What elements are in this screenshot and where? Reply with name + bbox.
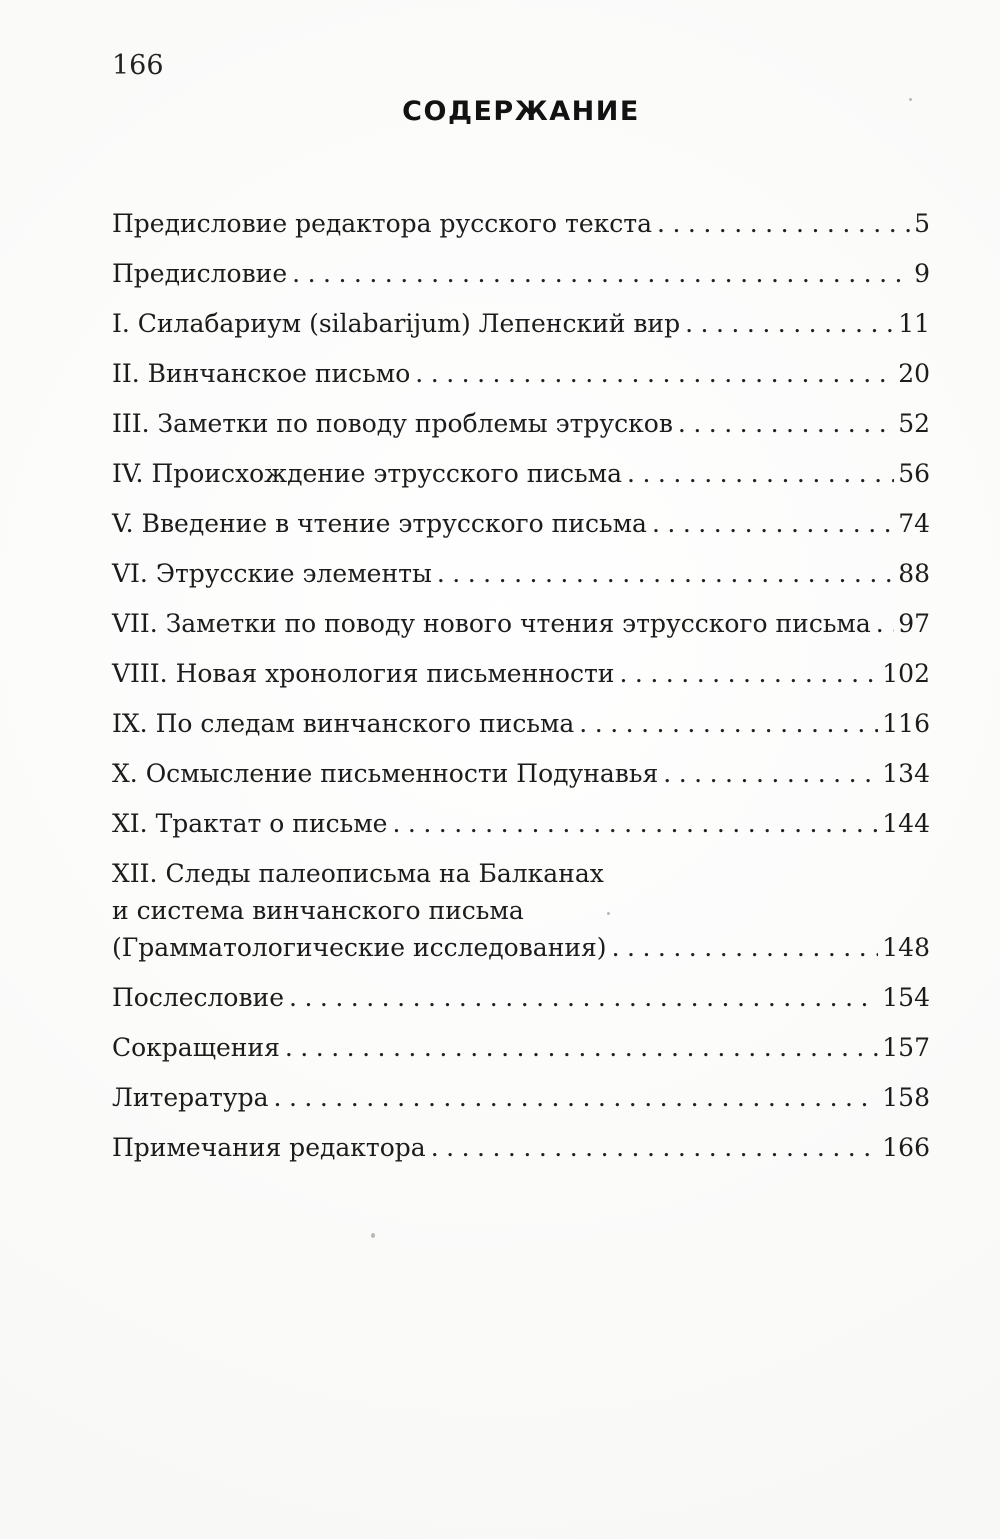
toc-dot-leader (663, 755, 878, 792)
toc-entry-label: VII. Заметки по поводу нового чтения этрусского письма (112, 609, 871, 638)
toc-dot-leader (274, 1079, 879, 1116)
toc-entry-row (112, 205, 930, 242)
toc-entry (112, 555, 930, 592)
toc-page-ref: 166 (882, 1133, 930, 1162)
toc-page-ref: 158 (882, 1083, 930, 1112)
scan-speck (607, 912, 610, 915)
toc-entry (112, 1129, 930, 1166)
toc-entry-row (112, 555, 930, 592)
toc-entry-row (112, 1079, 930, 1116)
toc-dot-leader (685, 305, 894, 342)
toc-entry (112, 605, 930, 642)
toc-page-ref: 102 (882, 659, 930, 688)
contents-title: СОДЕРЖАНИЕ (402, 96, 640, 127)
toc-page-ref: 56 (898, 459, 930, 488)
toc-dot-leader (876, 605, 894, 642)
toc-entry-label: Предисловие (112, 259, 288, 288)
toc-entry (112, 355, 930, 392)
toc-page-ref: 157 (882, 1033, 930, 1062)
toc-dot-leader (652, 505, 894, 542)
toc-page-ref: 88 (898, 559, 930, 588)
toc-entry (112, 805, 930, 842)
toc-entry-label: Литература (112, 1083, 269, 1112)
toc-page-ref: 144 (882, 809, 930, 838)
toc-entry-row (112, 805, 930, 842)
toc-page-ref: 148 (882, 933, 930, 962)
toc-entry-wrap-line: и система винчанского письма (112, 896, 524, 925)
toc-entry-label: VI. Этрусские элементы (112, 559, 432, 588)
toc-entry-label: X. Осмысление письменности Подунавья (112, 759, 659, 788)
toc-page-ref: 134 (882, 759, 930, 788)
toc-entry-label: II. Винчанское письмо (112, 359, 411, 388)
toc-entry-label: IX. По следам винчанского письма (112, 709, 575, 738)
toc-entry-row (112, 605, 930, 642)
toc-list (112, 205, 930, 1179)
toc-entry-row (112, 405, 930, 442)
toc-entry-row (112, 505, 930, 542)
toc-page-ref: 9 (914, 259, 930, 288)
toc-dot-leader (627, 455, 894, 492)
toc-entry (112, 855, 930, 966)
toc-entry (112, 505, 930, 542)
toc-entry-row (112, 305, 930, 342)
scan-speck (371, 1233, 375, 1238)
toc-entry-row (112, 455, 930, 492)
toc-entry-row (112, 755, 930, 792)
toc-entry (112, 305, 930, 342)
toc-entry-row (112, 1029, 930, 1066)
page-number-header: 166 (112, 50, 164, 81)
toc-entry-wrap-line: XII. Следы палеописьма на Балканах (112, 859, 604, 888)
toc-entry-label: IV. Происхождение этрусского письма (112, 459, 622, 488)
toc-page-ref: 20 (898, 359, 930, 388)
toc-dot-leader (415, 355, 894, 392)
toc-entry-label: Послесловие (112, 983, 284, 1012)
toc-entry-label: XI. Трактат о письме (112, 809, 388, 838)
toc-entry-row (112, 929, 930, 966)
toc-page-ref: 74 (898, 509, 930, 538)
toc-entry (112, 1029, 930, 1066)
toc-dot-leader (612, 929, 879, 966)
toc-entry (112, 979, 930, 1016)
toc-dot-leader (292, 255, 910, 292)
toc-entry (112, 755, 930, 792)
scan-speck (909, 98, 912, 101)
toc-dot-leader (431, 1129, 879, 1166)
toc-entry-label: Примечания редактора (112, 1133, 426, 1162)
toc-entry-row (112, 355, 930, 392)
toc-entry-label: Предисловие редактора русского текста (112, 209, 653, 238)
toc-page-ref: 5 (914, 209, 930, 238)
toc-dot-leader (289, 979, 878, 1016)
toc-entry-label: Сокращения (112, 1033, 280, 1062)
toc-entry-row (112, 655, 930, 692)
toc-entry-row (112, 255, 930, 292)
toc-entry-label: V. Введение в чтение этрусского письма (112, 509, 647, 538)
toc-page-ref: 97 (898, 609, 930, 638)
toc-page-ref: 154 (882, 983, 930, 1012)
toc-entry (112, 655, 930, 692)
toc-entry (112, 455, 930, 492)
toc-entry (112, 705, 930, 742)
toc-entry (112, 205, 930, 242)
toc-entry-label: III. Заметки по поводу проблемы этрусков (112, 409, 673, 438)
toc-entry-label: VIII. Новая хронология письменности (112, 659, 615, 688)
toc-dot-leader (619, 655, 878, 692)
toc-dot-leader (657, 205, 910, 242)
toc-entry (112, 405, 930, 442)
toc-dot-leader (285, 1029, 878, 1066)
toc-dot-leader (579, 705, 878, 742)
toc-dot-leader (678, 405, 894, 442)
toc-entry-row (112, 1129, 930, 1166)
toc-page-ref: 11 (898, 309, 930, 338)
toc-entry-row (112, 979, 930, 1016)
toc-entry (112, 255, 930, 292)
toc-page-ref: 116 (882, 709, 930, 738)
toc-entry-row (112, 705, 930, 742)
toc-entry-label: (Грамматологические исследования) (112, 933, 607, 962)
toc-dot-leader (437, 555, 894, 592)
toc-page-ref: 52 (898, 409, 930, 438)
toc-entry (112, 1079, 930, 1116)
toc-entry-label: I. Силабариум (silabarijum) Лепенский вир (112, 309, 681, 338)
toc-dot-leader (392, 805, 878, 842)
